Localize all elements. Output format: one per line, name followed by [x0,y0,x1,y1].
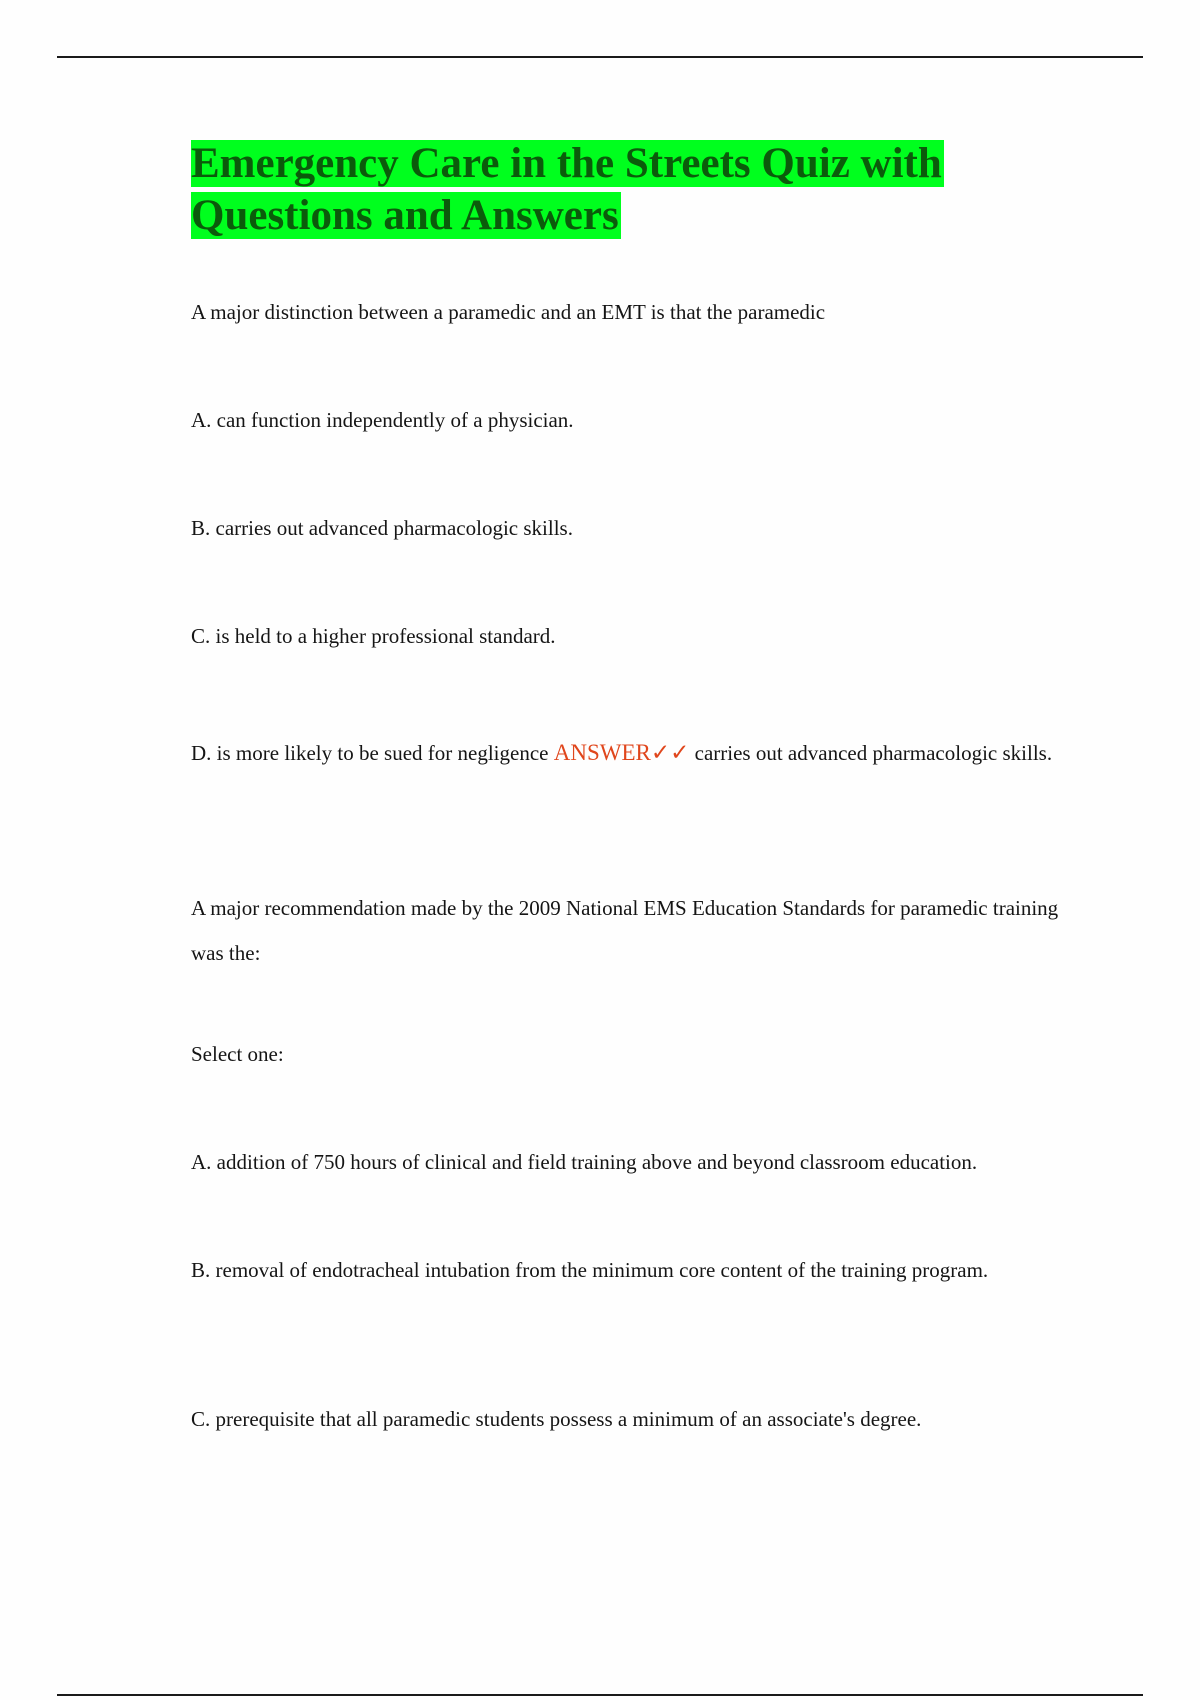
question-2-stem: A major recommendation made by the 2009 National EMS Education Standards for paramedic training was the: [191,896,1059,965]
question-2-instruction: Select one: [191,1042,284,1066]
question-2-option-b: B. removal of endotracheal intubation from the minimum core content of the training program. [191,1258,989,1282]
question-1-option-a: A. can function independently of a physician. [191,408,574,432]
question-1-option-b: B. carries out advanced pharmacologic skills. [191,516,573,540]
title-highlight: Emergency Care in the Streets Quiz with Questions and Answers [191,140,942,239]
answer-text: carries out advanced pharmacologic skills. [694,741,1053,765]
question-2-option-a: A. addition of 750 hours of clinical and field training above and beyond classroom education. [191,1150,978,1174]
title-block [191,138,1091,242]
top-rule [57,56,1143,58]
question-1-stem: A major distinction between a paramedic and an EMT is that the paramedic [191,300,826,324]
document-title [191,138,1091,242]
question-1-option-d [191,730,1091,776]
question-1-option-c: C. is held to a higher professional standard. [191,624,556,648]
answer-label: ANSWER✓✓ [553,740,690,765]
bottom-rule [57,1694,1143,1696]
question-1-option-d-text: D. is more likely to be sued for negligence [191,741,549,765]
question-2-option-c: C. prerequisite that all paramedic students possess a minimum of an associate's degree. [191,1407,922,1431]
